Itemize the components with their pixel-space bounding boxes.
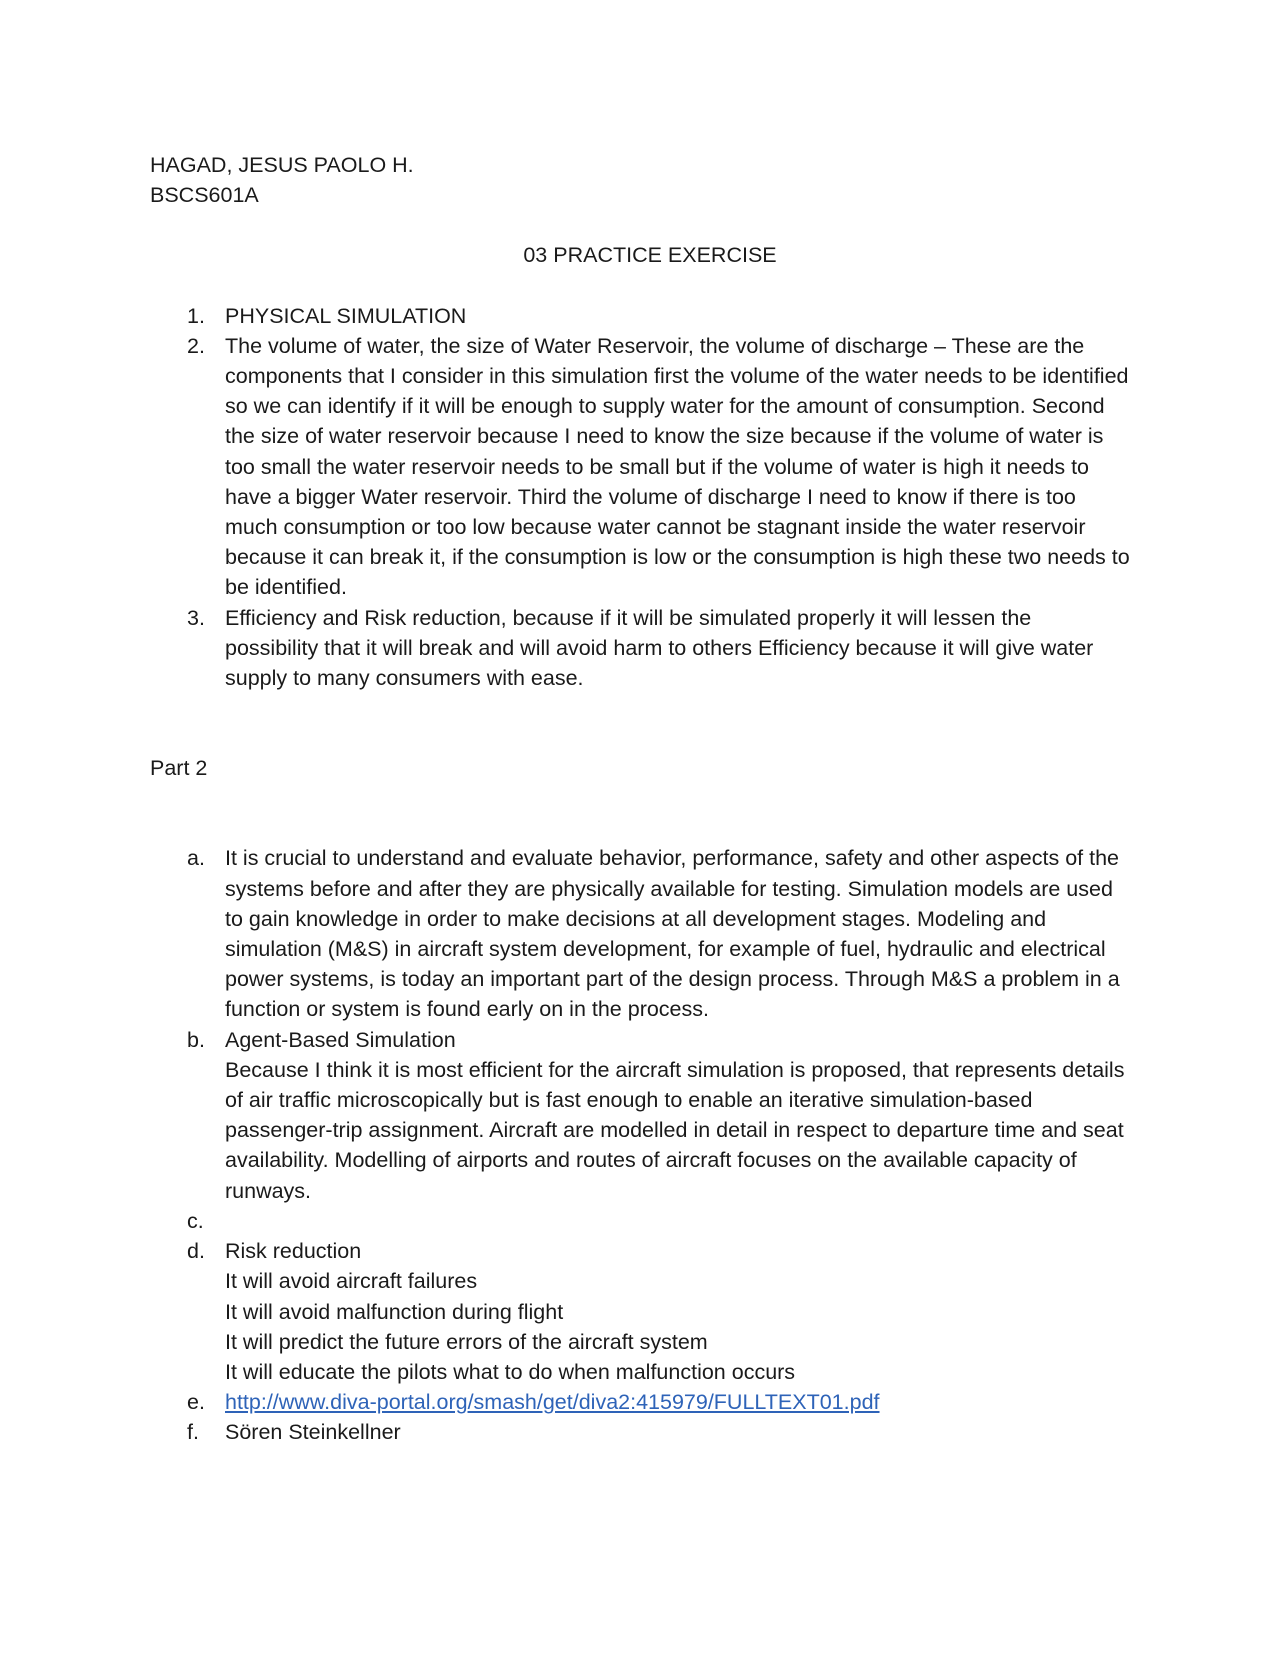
- list-item-line: It will avoid malfunction during flight: [225, 1299, 564, 1324]
- list-item: [150, 843, 1130, 1024]
- part2-list: [150, 843, 1130, 1447]
- reference-link[interactable]: http://www.diva-portal.org/smash/get/diva2:415979/FULLTEXT01.pdf: [225, 1390, 880, 1415]
- list-item: [150, 1025, 1130, 1206]
- list-marker: a.: [187, 846, 205, 871]
- student-name: HAGAD, JESUS PAOLO H.: [150, 153, 414, 177]
- part2-heading: Part 2: [150, 756, 208, 781]
- list-item-text: Because I think it is most efficient for the aircraft simulation is proposed, that represents details of air traffic microscopically but is fast enough to enable an iterative simulation-based passenger-trip assignment. Aircraft are modelled in detail in respect to departure time and seat availability. Modelling of airports and routes of aircraft focuses on the available capacity of runways.: [225, 1057, 1125, 1203]
- list-marker: b.: [187, 1027, 205, 1052]
- list-item-text: The volume of water, the size of Water Reservoir, the volume of discharge – These are the components that I consider in this simulation first the volume of the water needs to be identified so we can identify if it will be enough to supply water for the amount of consumption. Second the size of water reservoir because I need to know the size because if the volume of water is too small the water reservoir needs to be small but if the volume of water is high it needs to have a bigger Water reservoir. Third the volume of discharge I need to know if there is too much consumption or too low because water cannot be stagnant inside the water reservoir because it can break it, if the consumption is low or the consumption is high these two needs to be identified.: [225, 333, 1130, 600]
- list-item-text: Sören Steinkellner: [225, 1420, 401, 1445]
- list-item-text: Efficiency and Risk reduction, because if it will be simulated properly it will lessen the possibility that it will break and will avoid harm to others Efficiency because it will give water supply to many consumers with ease.: [225, 605, 1094, 691]
- list-item-line: It will avoid aircraft failures: [225, 1269, 478, 1294]
- list-marker: f.: [187, 1420, 199, 1445]
- list-item-text: PHYSICAL SIMULATION: [225, 303, 467, 328]
- student-section: BSCS601A: [150, 183, 259, 208]
- list-item: [150, 331, 1130, 603]
- list-item: [150, 603, 1130, 694]
- list-marker: 3.: [187, 605, 205, 630]
- list-item: [150, 1206, 1130, 1236]
- list-item-title: Risk reduction: [225, 1239, 362, 1264]
- list-item-line: It will educate the pilots what to do when malfunction occurs: [225, 1359, 796, 1384]
- list-item-title: Agent-Based Simulation: [225, 1027, 456, 1052]
- list-marker: d.: [187, 1239, 205, 1264]
- list-marker: 2.: [187, 333, 205, 358]
- document-body: [150, 150, 1130, 1448]
- document-title: 03 PRACTICE EXERCISE: [523, 243, 777, 268]
- list-item: [150, 1387, 1130, 1417]
- list-item: [150, 1417, 1130, 1447]
- list-item-text: [225, 1206, 1130, 1236]
- list-item: [150, 1236, 1130, 1387]
- list-marker: e.: [187, 1390, 205, 1415]
- list-item-line: It will predict the future errors of the aircraft system: [225, 1329, 708, 1354]
- list-item-text: It is crucial to understand and evaluate behavior, performance, safety and other aspects of the systems before and after they are physically available for testing. Simulation models are used to gain knowledge in order to make decisions at all development stages. Modeling and simulation (M&S) in aircraft system development, for example of fuel, hydraulic and electrical power systems, is today an important part of the design process. Through M&S a problem in a function or system is found early on in the process.: [225, 846, 1120, 1022]
- list-marker: c.: [187, 1208, 204, 1233]
- list-marker: 1.: [187, 303, 205, 328]
- list-item: [150, 301, 1130, 331]
- part1-list: [150, 301, 1130, 694]
